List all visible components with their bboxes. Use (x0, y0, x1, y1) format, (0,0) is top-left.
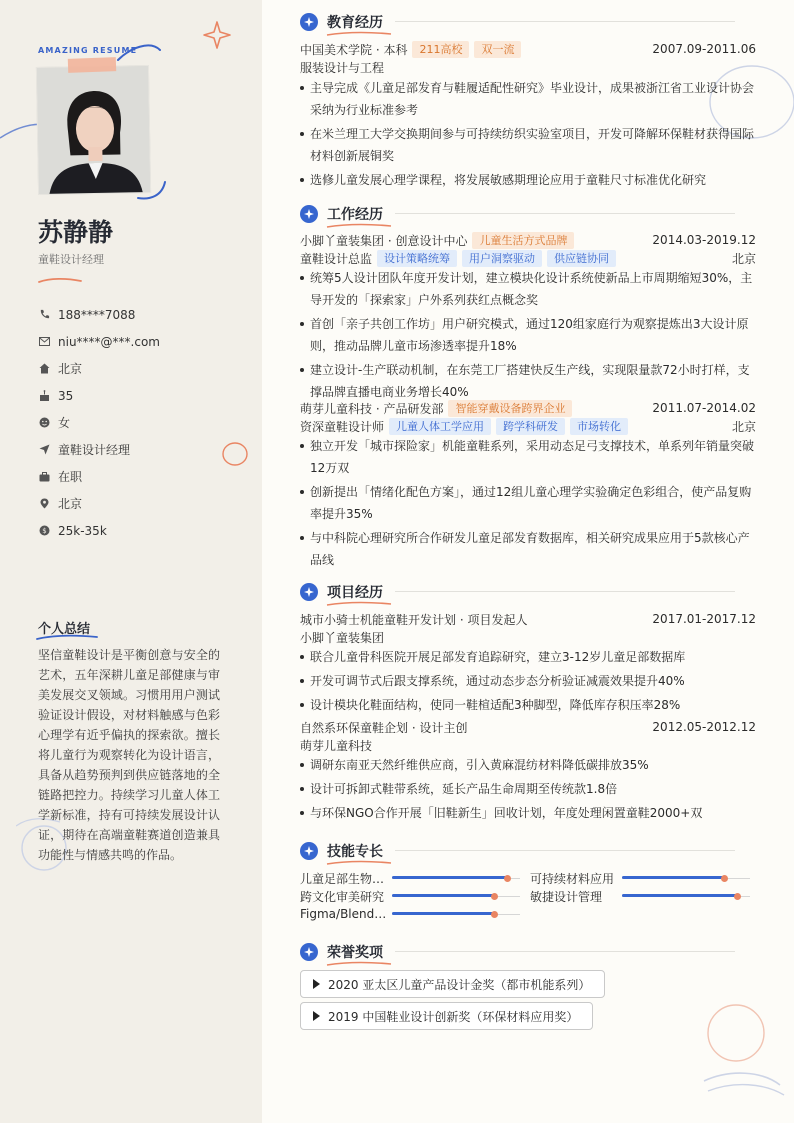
section-projects-title: 项目经历 (327, 585, 383, 601)
sidebar (0, 0, 262, 1123)
photo-tape (68, 57, 116, 73)
project-entry (300, 610, 756, 718)
school-tag: 双一流 (474, 41, 521, 58)
skill-item (530, 869, 750, 887)
info-phone-text: 188****7088 (58, 307, 136, 322)
info-status (38, 463, 248, 490)
company-tag: 智能穿戴设备跨界企业 (448, 400, 572, 417)
project-name: 城市小骑士机能童鞋开发计划 · 项目发起人 (300, 612, 528, 627)
cake-icon (38, 390, 50, 402)
play-triangle-icon (313, 979, 320, 989)
project-org: 萌芽儿童科技 (300, 738, 373, 753)
play-triangle-icon (313, 1011, 320, 1021)
education-bullets (300, 77, 756, 191)
work-bullets (300, 267, 756, 403)
decorative-underline (36, 634, 98, 642)
section-divider (395, 951, 735, 952)
role-tag: 用户洞察驱动 (462, 250, 542, 267)
work-city: 北京 (731, 419, 756, 434)
job-role: 资深童鞋设计师 (300, 419, 385, 434)
candidate-name: 苏静静 (38, 218, 114, 247)
skill-item (300, 887, 520, 905)
award-item (300, 970, 605, 998)
info-target-role-text: 童鞋设计经理 (58, 443, 131, 457)
mail-icon (38, 336, 50, 348)
role-tag: 儿童人体工学应用 (389, 418, 491, 435)
section-education-title: 教育经历 (327, 15, 383, 31)
list-item: 主导完成《儿童足部发育与鞋履适配性研究》毕业设计，成果被浙江省工业设计协会采纳为行业标准参考 (300, 77, 756, 121)
section-honors-header (300, 942, 383, 962)
info-age-text: 35 (58, 388, 74, 403)
list-item: 首创「亲子共创工作坊」用户研究模式，通过120组家庭行为观察提炼出3大设计原则，推动品牌儿童市场渗透率提升18% (300, 313, 756, 357)
star-icon (202, 20, 232, 50)
info-target-role (38, 436, 248, 463)
project-entry (300, 718, 756, 826)
section-skills-header (300, 841, 383, 861)
candidate-title: 童鞋设计经理 (38, 253, 104, 266)
company-name: 萌芽儿童科技 · 产品研发部 (300, 401, 444, 416)
education-date: 2007.09-2011.06 (652, 42, 756, 56)
list-item: 与环保NGO合作开展「旧鞋新生」回收计划，年度处理闲置童鞋2000+双 (300, 802, 756, 824)
company-name: 小脚丫童装集团 · 创意设计中心 (300, 233, 468, 248)
sparkle-icon (300, 943, 318, 961)
work-city: 北京 (731, 251, 756, 266)
education-entry (300, 40, 756, 193)
resume-tagline: AMAZING RESUME (38, 46, 138, 55)
summary-text: 坚信童鞋设计是平衡创意与安全的艺术，五年深耕儿童足部健康与审美发展交叉领域。习惯用用户测试验证设计假设，对材料触感与色彩心理学有近乎偏执的探索欲。擅长将儿童行为观察转化为设计语言，具备从趋势预判到供应链落地的全链路把控力。持续学习儿童人体工学新标准，持有可持续发展设计认证，期待在高端童鞋赛道创造兼具功能性与情感共鸣的作品。 (38, 648, 220, 862)
company-tag: 儿童生活方式品牌 (472, 232, 574, 249)
decorative-underline (326, 223, 392, 229)
section-honors-title: 荣誉奖项 (327, 945, 383, 961)
contact-info-list (38, 301, 248, 544)
section-divider (395, 850, 735, 851)
skill-level-bar (622, 875, 750, 881)
info-email (38, 328, 248, 355)
award-text: 2020 亚太区儿童产品设计金奖（都市机能系列） (328, 977, 591, 992)
list-item: 选修儿童发展心理学课程，将发展敏感期理论应用于童鞋尺寸标准优化研究 (300, 169, 756, 191)
project-date: 2017.01-2017.12 (652, 612, 756, 626)
project-date: 2012.05-2012.12 (652, 720, 756, 734)
section-skills-title: 技能专长 (327, 844, 383, 860)
info-age (38, 382, 248, 409)
skill-name: 跨文化审美研究 (300, 889, 385, 904)
school-name: 中国美术学院 · 本科 (300, 42, 408, 57)
list-item: 设计可拆卸式鞋带系统，延长产品生命周期至传统款1.8倍 (300, 778, 756, 800)
work-date: 2011.07-2014.02 (652, 401, 756, 415)
skill-item (530, 887, 750, 905)
decorative-underline (326, 860, 392, 866)
role-tag: 市场转化 (570, 418, 628, 435)
section-education-header (300, 12, 383, 32)
section-projects-header (300, 582, 383, 602)
briefcase-icon (38, 471, 50, 483)
major: 服装设计与工程 (300, 60, 385, 75)
job-role: 童鞋设计总监 (300, 251, 373, 266)
list-item: 联合儿童骨科医院开展足部发育追踪研究，建立3-12岁儿童足部数据库 (300, 646, 756, 668)
award-text: 2019 中国鞋业设计创新奖（环保材料应用奖） (328, 1009, 579, 1024)
school-tag: 211高校 (412, 41, 469, 58)
sparkle-icon (300, 583, 318, 601)
project-org: 小脚丫童装集团 (300, 630, 385, 645)
skill-level-bar (392, 893, 520, 899)
sparkle-icon (300, 842, 318, 860)
list-item: 独立开发「城市探险家」机能童鞋系列，采用动态足弓支撑技术，单系列年销量突破12万双 (300, 435, 756, 479)
info-status-text: 在职 (58, 470, 83, 484)
profile-photo (36, 65, 151, 195)
section-work-title: 工作经历 (327, 207, 383, 223)
skill-name: Figma/Blend… (300, 907, 387, 921)
skill-name: 敏捷设计管理 (530, 889, 603, 904)
location-pin-icon (38, 498, 50, 510)
info-salary-text: 25k-35k (58, 523, 107, 538)
info-home-text: 北京 (58, 362, 83, 376)
info-salary (38, 517, 248, 544)
decorative-underline (326, 31, 392, 37)
work-bullets (300, 435, 756, 571)
role-tag: 设计策略统筹 (377, 250, 457, 267)
sparkle-icon (300, 13, 318, 31)
gender-icon (38, 417, 50, 429)
decorative-swirl (690, 995, 794, 1105)
section-divider (395, 213, 735, 214)
project-bullets (300, 754, 756, 824)
work-entry (300, 231, 756, 405)
list-item: 建立设计-生产联动机制，在东莞工厂搭建快反生产线，实现限量款72小时打样，支撑品牌直播电商业务增长40% (300, 359, 756, 403)
summary-heading: 个人总结 (38, 622, 91, 637)
skill-item (300, 905, 520, 923)
list-item: 设计模块化鞋面结构，使同一鞋楦适配3种脚型，降低库存积压率28% (300, 694, 756, 716)
work-entry (300, 399, 756, 573)
list-item: 调研东南亚天然纤维供应商，引入黄麻混纺材料降低碳排放35% (300, 754, 756, 776)
salary-icon (38, 525, 50, 537)
skill-name: 儿童足部生物… (300, 871, 385, 886)
role-tag: 跨学科研发 (496, 418, 565, 435)
sparkle-icon (300, 205, 318, 223)
info-gender-text: 女 (58, 416, 71, 430)
list-item: 开发可调节式后跟支撑系统，通过动态步态分析验证减震效果提升40% (300, 670, 756, 692)
svg-text:$: $ (41, 527, 47, 535)
send-icon (38, 444, 50, 456)
decorative-underline (326, 601, 392, 607)
award-item (300, 1002, 593, 1030)
section-divider (395, 21, 735, 22)
skill-level-bar (392, 911, 520, 917)
list-item: 在米兰理工大学交换期间参与可持续纺织实验室项目，开发可降解环保鞋材获得国际材料创新展铜奖 (300, 123, 756, 167)
info-home (38, 355, 248, 382)
list-item: 统筹5人设计团队年度开发计划，建立模块化设计系统使新品上市周期缩短30%，主导开发的「探索家」户外系列获红点概念奖 (300, 267, 756, 311)
skill-level-bar (392, 875, 520, 881)
section-work-header (300, 204, 383, 224)
decorative-underline (38, 277, 82, 285)
skill-item (300, 869, 520, 887)
info-email-text: niu****@***.com (58, 334, 160, 349)
project-name: 自然系环保童鞋企划 · 设计主创 (300, 720, 468, 735)
info-location (38, 490, 248, 517)
home-icon (38, 363, 50, 375)
project-bullets (300, 646, 756, 716)
list-item: 创新提出「情绪化配色方案」，通过12组儿童心理学实验确定色彩组合，使产品复购率提升35% (300, 481, 756, 525)
work-date: 2014.03-2019.12 (652, 233, 756, 247)
skill-level-bar (622, 893, 750, 899)
decorative-underline (326, 961, 392, 967)
info-phone (38, 301, 248, 328)
info-gender (38, 409, 248, 436)
info-location-text: 北京 (58, 497, 83, 511)
phone-icon (38, 309, 50, 321)
role-tag: 供应链协同 (547, 250, 616, 267)
section-divider (395, 591, 735, 592)
list-item: 与中科院心理研究所合作研发儿童足部发育数据库，相关研究成果应用于5款核心产品线 (300, 527, 756, 571)
skill-name: 可持续材料应用 (530, 871, 615, 886)
